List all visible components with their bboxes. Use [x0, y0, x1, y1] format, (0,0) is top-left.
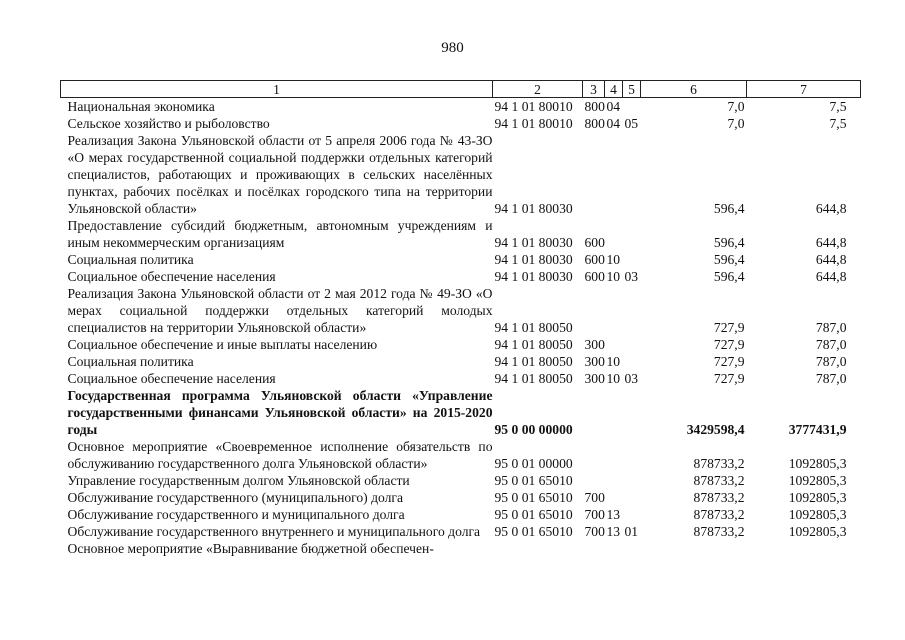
- row-name: Обслуживание государственного (муниципального) долга: [67, 490, 404, 505]
- subsection-code: [623, 540, 641, 557]
- amount-col-7: 787,0: [815, 320, 847, 335]
- amount-col-6: 596,4: [713, 201, 745, 216]
- table-row: [61, 268, 861, 285]
- expense-type-code: [583, 472, 605, 489]
- table-row: [61, 217, 861, 251]
- row-name: Национальная экономика: [67, 99, 215, 114]
- section-code: [605, 438, 623, 472]
- row-name: Обслуживание государственного и муниципального долга: [67, 507, 405, 522]
- amount-col-6: 596,4: [713, 252, 745, 267]
- expense-type-code: [583, 540, 605, 557]
- table-row: [61, 472, 861, 489]
- row-name: Социальное обеспечение и иные выплаты населению: [67, 337, 378, 352]
- target-article-code: 95 0 01 65010: [494, 473, 573, 488]
- subsection-code: [623, 285, 641, 336]
- target-article-code: 94 1 01 80030: [494, 252, 573, 267]
- section-code: 10: [606, 269, 621, 284]
- amount-col-6: 727,9: [713, 371, 745, 386]
- row-name: Социальная политика: [67, 354, 194, 369]
- subsection-code: 05: [624, 116, 639, 131]
- target-article-code: 94 1 01 80030: [494, 201, 573, 216]
- subsection-code: [623, 489, 641, 506]
- header-col-1: 1: [61, 81, 493, 98]
- amount-col-6: 596,4: [713, 269, 745, 284]
- header-col-6: 6: [641, 81, 747, 98]
- target-article-code: 94 1 01 80010: [494, 116, 573, 131]
- section-code: 10: [606, 252, 621, 267]
- expense-type-code: [583, 387, 605, 438]
- target-article-code: 94 1 01 80050: [494, 371, 573, 386]
- amount-col-6: 3429598,4: [686, 422, 745, 437]
- subsection-code: [623, 132, 641, 217]
- section-code: 13: [606, 524, 621, 539]
- target-article-code: 95 0 00 00000: [494, 422, 573, 437]
- section-code: 10: [606, 371, 621, 386]
- section-code: 04: [606, 99, 621, 114]
- row-name: Реализация Закона Ульяновской области от 2 мая 2012 года № 49-ЗО «О мерах социальной поддержки отдельных категорий молодых специалистов на территории Ульяновской области»: [67, 286, 493, 335]
- subsection-code: [623, 387, 641, 438]
- amount-col-7: 3777431,9: [788, 422, 847, 437]
- subsection-code: [623, 353, 641, 370]
- target-article-code: 95 0 01 65010: [494, 490, 573, 505]
- target-article-code: 95 0 01 65010: [494, 507, 573, 522]
- amount-col-6: 727,9: [713, 320, 745, 335]
- section-code: 04: [606, 116, 621, 131]
- row-name: Основное мероприятие «Выравнивание бюджетной обеспечен-: [67, 541, 434, 556]
- amount-col-7: 644,8: [815, 235, 847, 250]
- header-col-4: 4: [605, 81, 623, 98]
- target-article-code: [493, 540, 583, 557]
- expense-type-code: 300: [584, 371, 605, 386]
- amount-col-7: 644,8: [815, 201, 847, 216]
- subsection-code: [623, 506, 641, 523]
- amount-col-7: 1092805,3: [788, 473, 847, 488]
- section-code: [605, 387, 623, 438]
- target-article-code: 94 1 01 80010: [494, 99, 573, 114]
- amount-col-7: 787,0: [815, 371, 847, 386]
- expense-type-code: [583, 438, 605, 472]
- amount-col-6: 878733,2: [693, 456, 745, 471]
- amount-col-7: 7,5: [829, 116, 847, 131]
- subsection-code: 01: [624, 524, 639, 539]
- subsection-code: [623, 336, 641, 353]
- amount-col-7: 1092805,3: [788, 490, 847, 505]
- row-name: Социальное обеспечение населения: [67, 371, 276, 386]
- section-code: [605, 217, 623, 251]
- section-code: [605, 489, 623, 506]
- header-col-7: 7: [747, 81, 861, 98]
- amount-col-7: 7,5: [829, 99, 847, 114]
- section-code: [605, 132, 623, 217]
- amount-col-7: 787,0: [815, 337, 847, 352]
- section-code: 13: [606, 507, 621, 522]
- amount-col-6: [641, 540, 747, 557]
- subsection-code: [623, 472, 641, 489]
- subsection-code: [623, 217, 641, 251]
- section-code: [605, 540, 623, 557]
- row-name: Обслуживание государственного внутреннего и муниципального долга: [67, 524, 481, 539]
- section-code: [605, 285, 623, 336]
- table-row: [61, 98, 861, 116]
- subsection-code: 03: [624, 269, 639, 284]
- target-article-code: 95 0 01 65010: [494, 524, 573, 539]
- amount-col-6: 596,4: [713, 235, 745, 250]
- table-row: [61, 387, 861, 438]
- subsection-code: [623, 438, 641, 472]
- amount-col-7: 644,8: [815, 252, 847, 267]
- expense-type-code: 600: [584, 235, 605, 250]
- amount-col-6: 878733,2: [693, 490, 745, 505]
- row-name: Социальное обеспечение населения: [67, 269, 276, 284]
- row-name: Сельское хозяйство и рыболовство: [67, 116, 270, 131]
- table-row: [61, 336, 861, 353]
- row-name: Государственная программа Ульяновской области «Управление государственными финансами Ульяновской области» на 2015-2020 годы: [67, 388, 493, 437]
- expense-type-code: [583, 132, 605, 217]
- section-code: [605, 472, 623, 489]
- table-row: [61, 506, 861, 523]
- table-row: [61, 438, 861, 472]
- page-number: 980: [441, 40, 464, 56]
- amount-col-6: 878733,2: [693, 524, 745, 539]
- row-name: Предоставление субсидий бюджетным, автономным учреждениям и иным некоммерческим организациям: [67, 218, 493, 250]
- table-header-row: [61, 81, 861, 98]
- amount-col-7: 1092805,3: [788, 524, 847, 539]
- target-article-code: 94 1 01 80050: [494, 354, 573, 369]
- table-row: [61, 489, 861, 506]
- amount-col-7: 1092805,3: [788, 456, 847, 471]
- table-row: [61, 370, 861, 387]
- amount-col-6: 878733,2: [693, 507, 745, 522]
- expense-type-code: [583, 285, 605, 336]
- amount-col-7: 644,8: [815, 269, 847, 284]
- expense-type-code: 700: [584, 490, 605, 505]
- amount-col-7: 1092805,3: [788, 507, 847, 522]
- target-article-code: 94 1 01 80050: [494, 337, 573, 352]
- table-row: [61, 285, 861, 336]
- section-code: [605, 336, 623, 353]
- amount-col-7: 787,0: [815, 354, 847, 369]
- amount-col-6: 7,0: [727, 116, 745, 131]
- target-article-code: 94 1 01 80030: [494, 269, 573, 284]
- amount-col-6: 727,9: [713, 337, 745, 352]
- amount-col-6: 878733,2: [693, 473, 745, 488]
- expense-type-code: 300: [584, 337, 605, 352]
- row-name: Социальная политика: [67, 252, 194, 267]
- expense-type-code: 600: [584, 252, 605, 267]
- subsection-code: 03: [624, 371, 639, 386]
- table-row: [61, 251, 861, 268]
- row-name: Реализация Закона Ульяновской области от 5 апреля 2006 года № 43-ЗО «О мерах государственной социальной поддержки отдельных категорий специалистов, работающих и проживающих в сельских населённых пунктах, рабочих посёлках и посёлках городского типа на территории Ульяновской области»: [67, 133, 493, 216]
- budget-table: [60, 80, 861, 557]
- expense-type-code: 300: [584, 354, 605, 369]
- table-row: [61, 132, 861, 217]
- amount-col-6: 727,9: [713, 354, 745, 369]
- section-code: 10: [606, 354, 621, 369]
- table-row: [61, 115, 861, 132]
- expense-type-code: 800: [584, 99, 605, 114]
- subsection-code: [623, 98, 641, 116]
- table-row: [61, 353, 861, 370]
- table-row: [61, 523, 861, 540]
- header-col-5: 5: [623, 81, 641, 98]
- row-name: Основное мероприятие «Своевременное исполнение обязательств по обслуживанию государственного долга Ульяновской области»: [67, 439, 493, 471]
- amount-col-7: [747, 540, 861, 557]
- header-col-3: 3: [583, 81, 605, 98]
- row-name: Управление государственным долгом Ульяновской области: [67, 473, 410, 488]
- header-col-2: 2: [493, 81, 583, 98]
- amount-col-6: 7,0: [727, 99, 745, 114]
- subsection-code: [623, 251, 641, 268]
- expense-type-code: 600: [584, 269, 605, 284]
- target-article-code: 94 1 01 80030: [494, 235, 573, 250]
- expense-type-code: 700: [584, 524, 605, 539]
- table-row: [61, 540, 861, 557]
- expense-type-code: 800: [584, 116, 605, 131]
- target-article-code: 94 1 01 80050: [494, 320, 573, 335]
- target-article-code: 95 0 01 00000: [494, 456, 573, 471]
- expense-type-code: 700: [584, 507, 605, 522]
